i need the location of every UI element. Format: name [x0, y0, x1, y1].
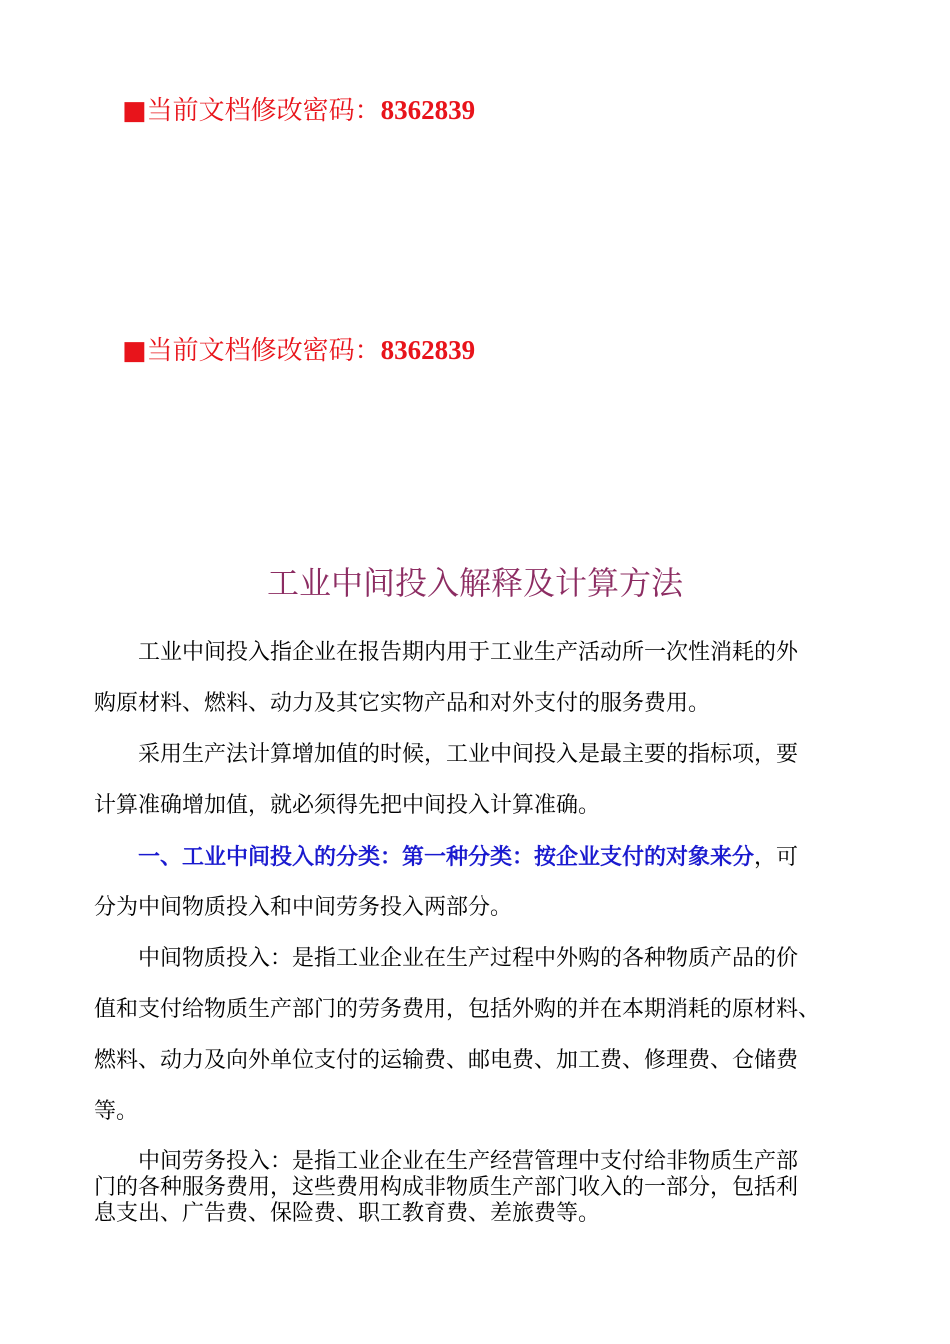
paragraph-definition — [94, 636, 864, 738]
paragraph-service-input — [94, 1149, 864, 1227]
paragraph-line-rest: ，可 — [754, 845, 799, 870]
section-heading: 一、工业中间投入的分类：第一种分类：按企业支付的对象来分 — [138, 844, 755, 870]
password-notice — [122, 333, 475, 368]
password-code: 8362839 — [380, 95, 476, 125]
paragraph-line: 分为中间物质投入和中间劳务投入两部分。 — [94, 895, 513, 920]
paragraph-line: 购原材料、燃料、动力及其它实物产品和对外支付的服务费用。 — [94, 691, 711, 716]
password-code: 8362839 — [380, 335, 476, 365]
paragraph-line: 门的各种服务费用，这些费用构成非物质生产部门收入的一部分，包括利 — [94, 1175, 799, 1200]
document-title: 工业中间投入解释及计算方法 — [266, 564, 683, 602]
paragraph-line: 息支出、广告费、保险费、职工教育费、差旅费等。 — [94, 1201, 601, 1226]
password-notice-label: ■当前文档修改密码： — [122, 96, 381, 126]
paragraph-line: 燃料、动力及向外单位支付的运输费、邮电费、加工费、修理费、仓储费 — [94, 1048, 799, 1073]
password-notice-label: ■当前文档修改密码： — [122, 336, 381, 366]
paragraph-line: 计算准确增加值，就必须得先把中间投入计算准确。 — [94, 793, 601, 818]
paragraph-production-method — [94, 738, 864, 840]
paragraph-line — [94, 840, 864, 891]
paragraph-material-input — [94, 942, 864, 1146]
password-notice — [122, 93, 475, 128]
paragraph-line: 中间劳务投入：是指工业企业在生产经营管理中支付给非物质生产部 — [138, 1149, 799, 1174]
paragraph-line: 工业中间投入指企业在报告期内用于工业生产活动所一次性消耗的外 — [138, 640, 799, 665]
paragraph-line: 中间物质投入：是指工业企业在生产过程中外购的各种物质产品的价 — [138, 946, 799, 971]
paragraph-line: 值和支付给物质生产部门的劳务费用，包括外购的并在本期消耗的原材料、 — [94, 997, 821, 1022]
paragraph-line: 等。 — [94, 1099, 139, 1124]
paragraph-classification — [94, 840, 864, 942]
paragraph-line: 采用生产法计算增加值的时候，工业中间投入是最主要的指标项，要 — [138, 742, 799, 767]
